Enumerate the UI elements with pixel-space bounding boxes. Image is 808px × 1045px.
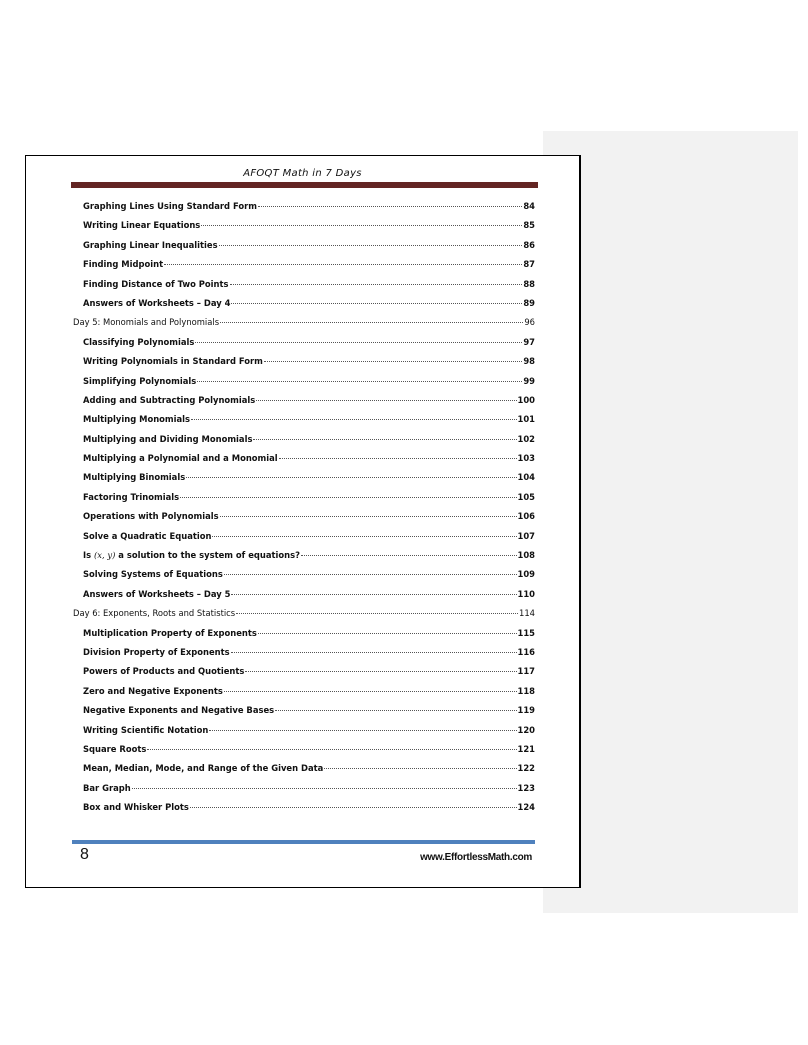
dot-leader — [258, 633, 517, 634]
dot-leader — [201, 225, 522, 226]
toc-entry-label: Multiplying and Dividing Monomials — [83, 433, 253, 444]
dot-leader — [147, 749, 516, 750]
dot-leader — [264, 361, 522, 362]
running-header-title: AFOQT Math in 7 Days — [243, 168, 362, 179]
toc-page-number: 117 — [517, 666, 535, 677]
toc-page-number: 97 — [523, 336, 535, 347]
dot-leader — [220, 516, 517, 517]
toc-entry-label: Answers of Worksheets – Day 4 — [83, 297, 231, 308]
toc-entry-label: Bar Graph — [83, 782, 131, 793]
toc-entry[interactable] — [73, 337, 535, 356]
toc-entry-label: Classifying Polynomials — [83, 336, 195, 347]
toc-entry-label-rest: a solution to the system of equations? — [115, 550, 300, 561]
dot-leader — [164, 264, 522, 265]
toc-page-number: 99 — [523, 375, 535, 386]
toc-page-number: 87 — [523, 259, 535, 270]
dot-leader — [197, 381, 522, 382]
toc-entry[interactable] — [73, 434, 535, 453]
toc-entry-label: Multiplication Property of Exponents — [83, 627, 257, 638]
toc-page-number: 123 — [517, 782, 535, 793]
toc-entry[interactable] — [73, 472, 535, 491]
toc-entry-label: Multiplying Binomials — [83, 472, 186, 483]
toc-page-number: 84 — [523, 201, 535, 211]
dot-leader — [301, 555, 517, 556]
footer-rule — [72, 840, 535, 844]
toc-entry-label: Finding Midpoint — [83, 259, 164, 270]
toc-page-number: 106 — [517, 511, 535, 522]
page-number: 8 — [80, 846, 89, 863]
header-rule — [71, 182, 538, 188]
toc-page-number: 121 — [517, 743, 535, 754]
toc-entry-label — [83, 550, 300, 560]
dot-leader — [279, 458, 517, 459]
toc-page-number: 101 — [517, 414, 535, 425]
toc-page-number: 114 — [519, 608, 535, 619]
dot-leader — [209, 730, 516, 731]
toc-entry[interactable] — [73, 628, 535, 647]
document-page — [25, 155, 581, 888]
toc-page-number: 118 — [517, 685, 535, 696]
dot-leader — [180, 497, 516, 498]
toc-entry[interactable] — [73, 569, 535, 588]
toc-entry-label: Box and Whisker Plots — [83, 802, 189, 813]
dot-leader — [324, 768, 516, 769]
toc-page-number: 110 — [517, 588, 535, 599]
dot-leader — [245, 671, 516, 672]
toc-entry-label: Day 6: Exponents, Roots and Statistics — [73, 608, 236, 619]
toc-entry[interactable] — [73, 647, 535, 666]
toc-page-number: 104 — [517, 472, 535, 483]
toc-entry[interactable] — [73, 589, 535, 608]
toc-page-number: 86 — [523, 239, 535, 250]
toc-entry[interactable] — [73, 395, 535, 414]
toc-entry-label: Answers of Worksheets – Day 5 — [83, 588, 231, 599]
toc-entry-label: Negative Exponents and Negative Bases — [83, 705, 275, 716]
toc-entry-label: Solving Systems of Equations — [83, 569, 223, 580]
toc-chapter-entry[interactable] — [73, 317, 535, 336]
toc-entry[interactable] — [73, 240, 535, 259]
toc-entry[interactable] — [73, 279, 535, 298]
toc-entry[interactable] — [73, 492, 535, 511]
toc-entry[interactable] — [73, 705, 535, 724]
toc-entry-math: (x, y) — [94, 550, 116, 561]
toc-entry-label: Factoring Trinomials — [83, 491, 180, 502]
toc-entry-label: Solve a Quadratic Equation — [83, 530, 212, 541]
dot-leader — [258, 206, 522, 207]
toc-entry[interactable] — [73, 356, 535, 375]
toc-page-number: 103 — [517, 453, 535, 464]
toc-entry[interactable] — [73, 550, 535, 569]
toc-entry[interactable] — [73, 453, 535, 472]
dot-leader — [253, 439, 516, 440]
dot-leader — [224, 574, 517, 575]
comment-pane — [543, 131, 798, 913]
toc-entry-label: Division Property of Exponents — [83, 646, 230, 657]
dot-leader — [231, 594, 516, 595]
toc-entry[interactable] — [73, 802, 535, 821]
toc-entry-label: Powers of Products and Quotients — [83, 666, 245, 677]
toc-entry[interactable] — [73, 414, 535, 433]
toc-page-number: 98 — [523, 356, 535, 367]
dot-leader — [191, 419, 516, 420]
toc-entry[interactable] — [73, 744, 535, 763]
toc-entry[interactable] — [73, 763, 535, 782]
toc-page-number: 102 — [517, 433, 535, 444]
toc-entry[interactable] — [73, 686, 535, 705]
dot-leader — [256, 400, 516, 401]
toc-page-number: 105 — [517, 491, 535, 502]
dot-leader — [186, 477, 516, 478]
toc-entry-label: Zero and Negative Exponents — [83, 685, 223, 696]
dot-leader — [212, 536, 516, 537]
toc-page-number: 122 — [517, 763, 535, 774]
toc-page-number: 120 — [517, 724, 535, 735]
toc-page-number: 96 — [524, 317, 535, 328]
dot-leader — [219, 245, 523, 246]
toc-page-number: 124 — [517, 802, 535, 813]
dot-leader — [195, 342, 522, 343]
dot-leader — [275, 710, 516, 711]
toc-page-number: 88 — [523, 278, 535, 289]
dot-leader — [220, 322, 523, 323]
toc-page-number: 119 — [517, 705, 535, 716]
footer-url[interactable]: www.EffortlessMath.com — [420, 852, 532, 863]
toc-entry-label-prefix: Is — [83, 550, 95, 561]
toc-page-number: 85 — [523, 220, 535, 231]
dot-leader — [224, 691, 517, 692]
dot-leader — [190, 807, 517, 808]
toc-entry[interactable] — [73, 298, 535, 317]
dot-leader — [132, 788, 517, 789]
toc-page-number: 108 — [517, 550, 535, 561]
toc-entry-label: Day 5: Monomials and Polynomials — [73, 317, 220, 328]
toc-entry[interactable] — [73, 725, 535, 744]
toc-entry[interactable] — [73, 220, 535, 239]
toc-entry-label: Operations with Polynomials — [83, 511, 219, 522]
toc-page-number: 100 — [517, 394, 535, 405]
dot-leader — [231, 303, 522, 304]
toc-page-number: 107 — [517, 530, 535, 541]
toc-entry-label: Simplifying Polynomials — [83, 375, 197, 386]
toc-entry[interactable] — [73, 201, 535, 220]
toc-entry-label: Multiplying Monomials — [83, 414, 191, 425]
toc-entry[interactable] — [73, 666, 535, 685]
toc-entry-label: Writing Linear Equations — [83, 220, 201, 231]
toc-entry-label: Adding and Subtracting Polynomials — [83, 394, 256, 405]
toc-entry-label: Mean, Median, Mode, and Range of the Given Data — [83, 763, 324, 774]
toc-entry[interactable] — [73, 376, 535, 395]
dot-leader — [230, 284, 523, 285]
table-of-contents — [73, 201, 535, 822]
toc-page-number: 109 — [517, 569, 535, 580]
toc-entry[interactable] — [73, 511, 535, 530]
toc-page-number: 116 — [517, 646, 535, 657]
toc-page-number: 115 — [517, 627, 535, 638]
toc-entry[interactable] — [73, 259, 535, 278]
toc-entry-label: Writing Polynomials in Standard Form — [83, 356, 263, 367]
dot-leader — [231, 652, 517, 653]
dot-leader — [236, 613, 518, 614]
toc-page-number: 89 — [523, 297, 535, 308]
toc-chapter-entry[interactable] — [73, 608, 535, 627]
toc-entry[interactable] — [73, 783, 535, 802]
toc-entry-label: Square Roots — [83, 743, 147, 754]
toc-entry[interactable] — [73, 531, 535, 550]
toc-entry-label: Graphing Linear Inequalities — [83, 239, 218, 250]
toc-entry-label: Multiplying a Polynomial and a Monomial — [83, 453, 278, 464]
toc-entry-label: Graphing Lines Using Standard Form — [83, 201, 257, 211]
toc-entry-label: Writing Scientific Notation — [83, 724, 209, 735]
toc-entry-label: Finding Distance of Two Points — [83, 278, 229, 289]
